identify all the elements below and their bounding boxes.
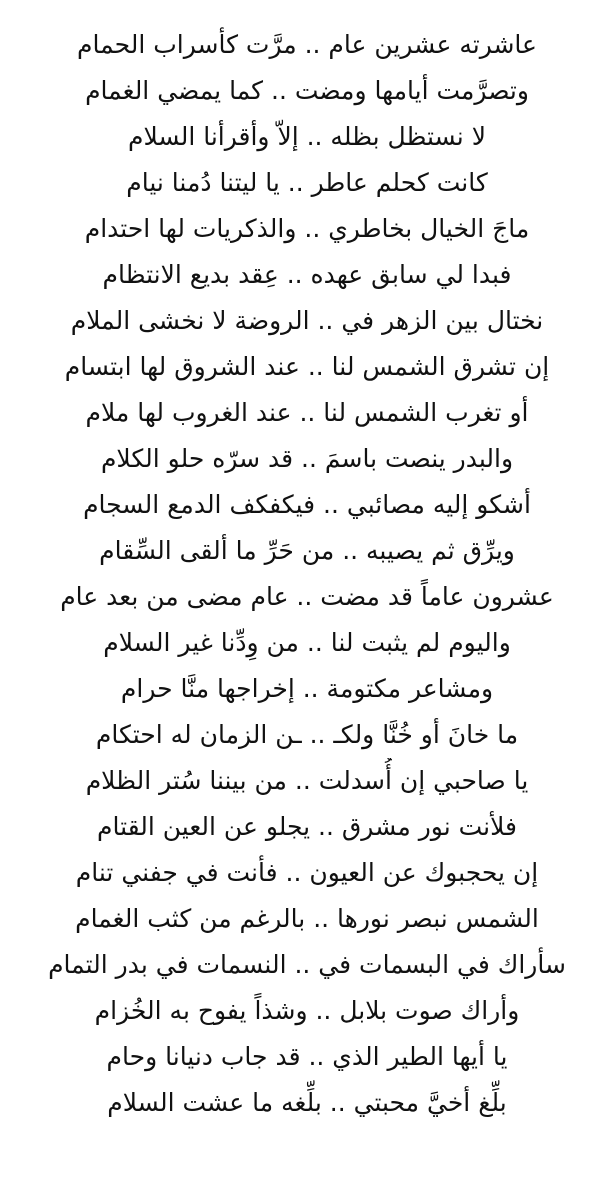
- poem-line-12: ويرِّق ثم يصيبه .. من حَرِّ ما ألقى السِّقام: [99, 536, 515, 565]
- poem-line-10: والبدر ينصت باسمَ .. قد سرّه حلو الكلام: [100, 444, 514, 473]
- poem-line-18: فلأنت نور مشرق .. يجلو عن العين القتام: [96, 812, 517, 841]
- poem-line-21: سأراك في البسمات في .. النسمات في بدر التمام: [48, 950, 566, 979]
- poem-line-5: ماجَ الخيال بخاطري .. والذكريات لها احتدام: [84, 214, 530, 243]
- poem-line-20: الشمس نبصر نورها .. بالرغم من كثب الغمام: [75, 904, 539, 933]
- poem-line-11: أشكو إليه مصائبي .. فيكفكف الدمع السجام: [83, 490, 531, 519]
- poem-line-13: عشرون عاماً قد مضت .. عام مضى من بعد عام: [60, 582, 554, 611]
- poem-line-8: إن تشرق الشمس لنا .. عند الشروق لها ابتسام: [64, 352, 550, 381]
- poem-line-23: يا أيها الطير الذي .. قد جاب دنيانا وحام: [106, 1042, 508, 1071]
- poem-line-24: بلِّغ أخيَّ محبتي .. بلِّغه ما عشت السلام: [107, 1088, 507, 1117]
- poem-line-7: نختال بين الزهر في .. الروضة لا نخشى الملام: [70, 306, 544, 335]
- poem-line-9: أو تغرب الشمس لنا .. عند الغروب لها ملام: [85, 398, 529, 427]
- poem-line-16: ما خانَ أو خُنَّا ولكـ .. ـن الزمان له احتكام: [95, 720, 519, 749]
- poem-line-1: عاشرته عشرين عام .. مرَّت كأسراب الحمام: [77, 30, 537, 59]
- poem-line-14: واليوم لم يثبت لنا .. من وِدِّنا غير السلام: [103, 628, 511, 657]
- poem-line-4: كانت كحلم عاطر .. يا ليتنا دُمنا نيام: [126, 168, 488, 197]
- poem-line-17: يا صاحبي إن أُسدلت .. من بيننا سُتر الظلام: [85, 766, 529, 795]
- poem-line-2: وتصرَّمت أيامها ومضت .. كما يمضي الغمام: [85, 76, 529, 105]
- poem-line-6: فبدا لي سابق عهده .. عِقد بديع الانتظام: [102, 260, 512, 289]
- poem-line-19: إن يحجبوك عن العيون .. فأنت في جفني تنام: [75, 858, 539, 887]
- poem-line-22: وأراك صوت بلابل .. وشذاً يفوح به الخُزام: [94, 996, 520, 1025]
- poem-line-15: ومشاعر مكتومة .. إخراجها منَّا حرام: [120, 674, 494, 703]
- poem-line-3: لا نستظل بظله .. إلاّ وأقرأنا السلام: [128, 122, 486, 151]
